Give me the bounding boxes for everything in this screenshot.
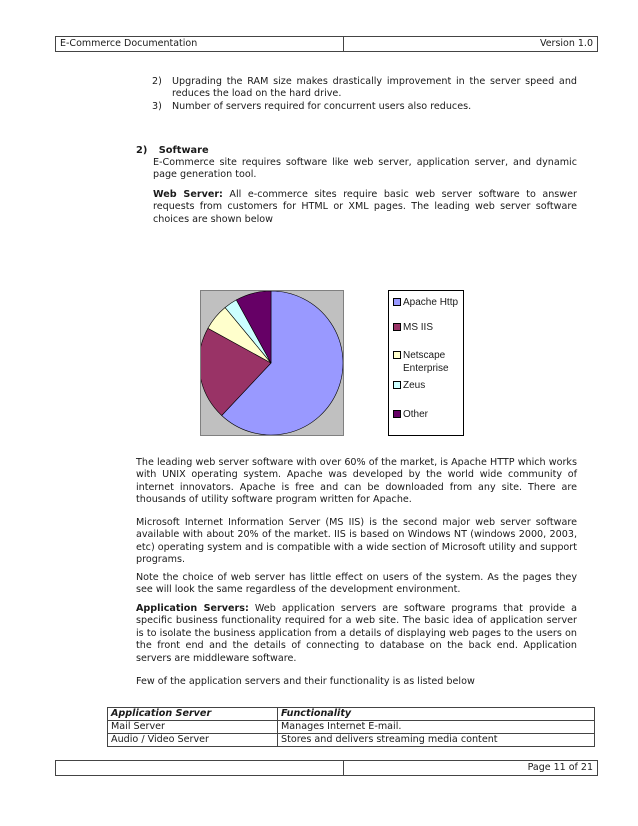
table-cell: Manages Internet E-mail. xyxy=(278,721,595,734)
section-heading xyxy=(136,145,209,156)
table-cell: Mail Server xyxy=(108,721,278,734)
table-cell: Stores and delivers streaming media content xyxy=(278,734,595,747)
few-servers-paragraph: Few of the application servers and their functionality is as listed below xyxy=(136,676,475,687)
legend-swatch xyxy=(393,323,401,331)
table-header-cell: Application Server xyxy=(108,708,278,721)
note-paragraph: Note the choice of web server has little effect on users of the system. As the pages they see will look the same regardless of the development environment. xyxy=(136,572,577,596)
table-row xyxy=(108,734,595,747)
list-item xyxy=(153,101,577,113)
app-server-table xyxy=(107,707,595,747)
legend-label: Zeus xyxy=(403,380,426,391)
list-text: Number of servers required for concurrent users also reduces. xyxy=(172,101,472,112)
table-header-cell: Functionality xyxy=(278,708,595,721)
legend-swatch xyxy=(393,410,401,418)
header-left-cell xyxy=(56,37,344,51)
pie-chart-area xyxy=(200,290,344,436)
legend-label: MS IIS xyxy=(403,322,434,333)
software-intro-paragraph: E-Commerce site requires software like web server, application server, and dynamic page generation tool. xyxy=(153,157,577,181)
app-servers-text: Web application servers are software programs that provide a specific business functionality required for a web site. The basic idea of application server is to isolate the business application from a details of displaying web pages to the users on the front end and the details of connecting to database on the back end. Application servers are middleware software. xyxy=(136,603,577,664)
section-title: Software xyxy=(158,145,209,156)
legend-swatch xyxy=(393,381,401,389)
legend-label: Apache Http xyxy=(403,297,459,308)
document-version: Version 1.0 xyxy=(539,38,593,49)
legend-label: Other xyxy=(403,409,429,420)
page-header xyxy=(55,36,598,52)
section-number: 2) xyxy=(136,145,148,156)
pie-chart xyxy=(201,291,343,435)
app-servers-paragraph xyxy=(136,603,577,665)
list-number: 2) xyxy=(152,76,162,87)
web-server-text: All e-commerce sites require basic web server software to answer requests from customers for HTML or XML pages. The leading web server software choices are shown below xyxy=(153,189,577,225)
table-row xyxy=(108,721,595,734)
legend-label: Netscape Enterprise xyxy=(403,350,449,374)
table-header-row xyxy=(108,708,595,721)
list-item xyxy=(153,76,577,101)
list-number: 3) xyxy=(152,101,162,112)
apache-paragraph: The leading web server software with over 60% of the market, is Apache HTTP which works with UNIX operating system. Apache was developed by the world wide community of internet innovators. Apache is free and can be downloaded from any site. There are thousands of utility software program written for Apache. xyxy=(136,457,577,506)
document-title: E-Commerce Documentation xyxy=(60,38,198,49)
table-cell: Audio / Video Server xyxy=(108,734,278,747)
page-footer xyxy=(55,760,598,776)
web-server-label: Web Server: xyxy=(153,189,223,200)
web-server-paragraph xyxy=(153,189,577,226)
legend-swatch xyxy=(393,298,401,306)
footer-left-cell xyxy=(56,761,344,775)
msiis-paragraph: Microsoft Internet Information Server (MS IIS) is the second major web server software available with about 20% of the market. IIS is based on Windows NT (windows 2000, 2003, etc) operating system and is compatible with a wide section of Microsoft utility and support programs. xyxy=(136,517,577,566)
app-servers-label: Application Servers: xyxy=(136,603,249,614)
page-number: Page 11 of 21 xyxy=(527,762,593,773)
legend-swatch xyxy=(393,351,401,359)
list-text: Upgrading the RAM size makes drastically improvement in the server speed and reduces the load on the hard drive. xyxy=(172,76,577,100)
chart-legend xyxy=(388,290,464,436)
